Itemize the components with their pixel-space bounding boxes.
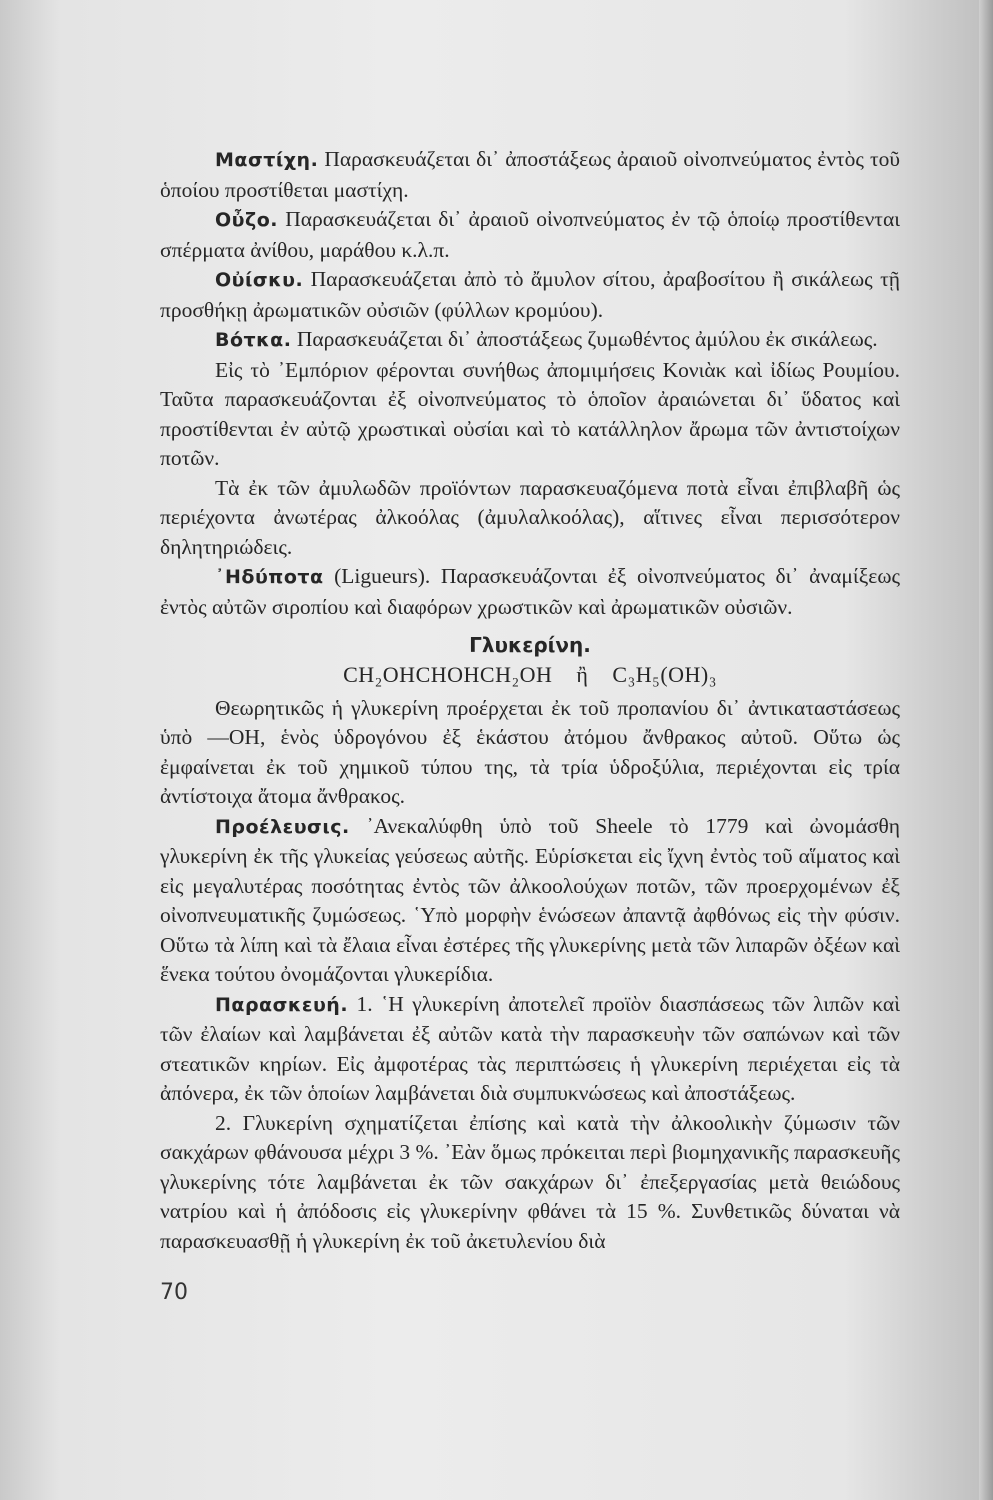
paragraph-liqueurs (160, 562, 900, 622)
text-liqueurs: (Ligueurs). Παρασκευάζονται ἐξ οἰνοπνεύματος δι᾿ ἀναμίξεως ἐντὸς αὐτῶν σιροπίου καὶ διαφόρων χρωστικῶν καὶ ἀρωματικῶν οὐσιῶν. (160, 564, 900, 619)
term-origin: Προέλευσις. (215, 815, 350, 838)
text-whisky: Παρασκευάζεται ἀπὸ τὸ ἄμυλον σίτου, ἀραβοσίτου ἢ σικάλεως τῇ προσθήκῃ ἀρωματικῶν οὐσιῶν (φύλλων κρομύου). (160, 267, 900, 322)
section-heading: Γλυκερίνη. (469, 633, 591, 657)
paragraph-theory (160, 694, 900, 812)
term-preparation: Παρασκευή. (215, 993, 349, 1016)
text-starch-drinks: Τὰ ἐκ τῶν ἀμυλωδῶν προϊόντων παρασκευαζόμενα ποτὰ εἶναι ἐπιβλαβῆ ὡς περιέχοντα ἀνωτέρας ἀλκοόλας (ἀμυλαλκοόλας), αἵτινες εἶναι περισσότερον δηλητηριώδεις. (160, 475, 900, 559)
text-theory: Θεωρητικῶς ἡ γλυκερίνη προέρχεται ἐκ τοῦ προπανίου δι᾿ ἀντικαταστάσεως ὑπὸ —ΟΗ, ἑνὸς ὑδρογόνου ἐξ ἑκάστου ἀτόμου ἄνθρακος αὐτοῦ. Οὕτω ὡς ἐμφαίνεται ἐκ τοῦ χημικοῦ τύπου της, τὰ τρία ὑδροξύλια, περιέχονται εἰς τρία ἀντίστοιχα ἄτομα ἄνθρακος. (160, 695, 900, 808)
text-preparation: 1. ῾Η γλυκερίνη ἀποτελεῖ προϊὸν διασπάσεως τῶν λιπῶν καὶ τῶν ἐλαίων καὶ λαμβάνεται ἐξ αὐτῶν κατὰ τὴν παρασκευὴν τῶν σαπώνων καὶ τῶν στεατικῶν κηρίων. Εἰς ἀμφοτέρας τὰς περιπτώσεις ἡ γλυκερίνη περιέχεται εἰς τὰ ἀπόνερα, ἐκ τῶν ὁποίων λαμβάνεται διὰ συμπυκνώσεως καὶ ἀποστάξεως. (160, 991, 900, 1105)
paragraph-mastixa (160, 145, 900, 205)
paragraph-imitations (160, 356, 900, 474)
text-mastixa: Παρασκευάζεται δι᾿ ἀποστάξεως ἀραιοῦ οἰνοπνεύματος ἐντὸς τοῦ ὁποίου προστίθεται μαστίχη. (160, 147, 900, 202)
text-ouzo: Παρασκευάζεται δι᾿ ἀραιοῦ οἰνοπνεύματος ἐν τῷ ὁποίῳ προστίθενται σπέρματα ἀνίθου, μαράθου κ.λ.π. (160, 207, 900, 262)
paragraph-preparation (160, 990, 900, 1109)
term-mastixa: Μαστίχη. (215, 149, 319, 171)
page-body (160, 145, 900, 1256)
text-vodka: Παρασκευάζεται δι᾿ ἀποστάξεως ζυμωθέντος ἀμύλου ἐκ σικάλεως. (291, 327, 878, 351)
paragraph-vodka (160, 325, 900, 356)
term-vodka: Βότκα. (215, 329, 292, 351)
text-imitations: Εἰς τὸ ᾿Εμπόριον φέρονται συνήθως ἀπομιμήσεις Κονιὰκ καὶ ἰδίως Ρουμίου. Ταῦτα παρασκευάζονται ἐξ οἰνοπνεύματος τὸ ὁποῖον ἀραιώνεται δι᾿ ὕδατος καὶ προστίθενται ἐν αὐτῷ χρωστικαὶ οὐσίαι καὶ τὸ κατάλληλον ἄρωμα τῶν ἀντιστοίχων ποτῶν. (160, 357, 900, 470)
formula-right: C₃H₅(OH)₃ (612, 662, 717, 687)
text-preparation-2: 2. Γλυκερίνη σχηματίζεται ἐπίσης καὶ κατὰ τὴν ἀλκοολικὴν ζύμωσιν τῶν σακχάρων φθάνουσα μέχρι 3 %. ᾿Εὰν ὅμως πρόκειται περὶ βιομηχανικῆς παρασκευῆς γλυκερίνης τότε λαμβάνεται ἐκ τῶν σακχάρων δι᾿ ἐπεξεργασίας μετὰ θειώδους νατρίου καὶ ἡ ἀπόδοσις εἰς γλυκερίνην φθάνει τὰ 15 %. Συνθετικῶς δύναται νὰ παρασκευασθῇ ἡ γλυκερίνη ἐκ τοῦ ἀκετυλενίου διὰ (160, 1110, 900, 1253)
paragraph-starch-drinks (160, 474, 900, 563)
page-number: 70 (160, 1280, 188, 1305)
term-ouzo: Οὖζο. (215, 209, 278, 231)
term-liqueurs: ᾿Ηδύποτα (215, 566, 324, 588)
term-whisky: Οὐίσκυ. (215, 269, 304, 291)
paragraph-preparation-2 (160, 1109, 900, 1257)
formula-or: ἢ (576, 662, 589, 687)
formula-left: CH₂OHCHOHCH₂OH (343, 662, 553, 687)
paragraph-whisky (160, 265, 900, 325)
page-edge-shadow (979, 0, 993, 1500)
chemical-formula (160, 660, 900, 690)
text-origin: ᾿Ανεκαλύφθη ὑπὸ τοῦ Sheele τὸ 1779 καὶ ὠνομάσθη γλυκερίνη ἐκ τῆς γλυκείας γεύσεως αὐτῆς. Εὑρίσκεται εἰς ἴχνη ἐντὸς τοῦ αἵματος καὶ εἰς μεγαλυτέρας ποσότητας ἐντὸς τῶν ἀλκοολούχων ποτῶν, τῶν προερχομένων ἐξ οἰνοπνευματικῆς ζυμώσεως. ῾Υπὸ μορφὴν ἑνώσεων ἀπαντᾷ ἀφθόνως εἰς τὴν φύσιν. Οὕτω τὰ λίπη καὶ τὰ ἔλαια εἶναι ἐστέρες τῆς γλυκερίνης μετὰ τῶν λιπαρῶν ὀξέων καὶ ἕνεκα τούτου ὀνομάζονται γλυκερίδια. (160, 813, 900, 986)
paragraph-ouzo (160, 205, 900, 265)
paragraph-origin (160, 812, 900, 990)
